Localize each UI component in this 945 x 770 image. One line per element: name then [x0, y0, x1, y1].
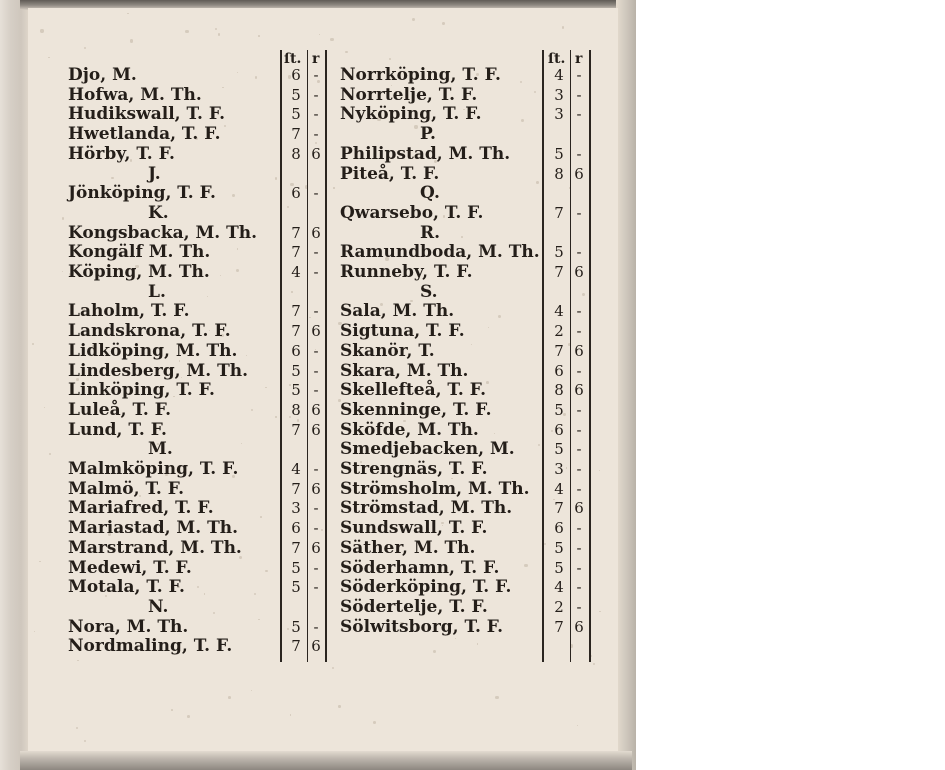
page-bottom-edge	[20, 751, 632, 770]
place-name: Sölwitsborg, T. F.	[340, 616, 504, 637]
distance-r: -	[313, 66, 319, 84]
distance-sk: 5	[291, 85, 301, 104]
distance-r: 6	[311, 400, 321, 419]
left-header-r: r	[312, 51, 320, 67]
distance-r: -	[576, 144, 582, 163]
distance-sk: 4	[291, 460, 301, 478]
distance-sk: 5	[554, 538, 564, 557]
section-letter: J.	[148, 163, 161, 184]
distance-sk: 6	[291, 341, 301, 360]
place-name: Lidköping, M. Th.	[68, 340, 238, 361]
distance-r: -	[576, 66, 582, 84]
distance-r: 6	[311, 420, 321, 439]
distance-r: -	[576, 85, 582, 104]
right-column-right-rule	[589, 50, 591, 662]
place-name: Runneby, T. F.	[340, 262, 473, 282]
distance-sk: 7	[554, 263, 564, 281]
place-name: Sala, M. Th.	[340, 301, 455, 322]
left-column-right-rule	[325, 50, 327, 662]
distance-r: -	[313, 184, 319, 203]
place-name: Strömsholm, M. Th.	[340, 478, 530, 499]
distance-r: -	[576, 519, 582, 538]
distance-r: -	[313, 361, 319, 380]
distance-r: -	[576, 538, 582, 557]
distance-r: -	[576, 302, 582, 321]
place-name: Landskrona, T. F.	[68, 321, 231, 342]
distance-r: -	[576, 243, 582, 262]
distance-sk: 5	[291, 558, 301, 577]
distance-sk: 7	[291, 420, 301, 439]
distance-r: 6	[574, 341, 584, 360]
distance-r: -	[576, 558, 582, 577]
place-name: Skanör, T.	[340, 340, 435, 361]
place-name: Djo, M.	[68, 65, 137, 85]
place-name: Sigtuna, T. F.	[340, 321, 465, 342]
section-letter: L.	[148, 281, 166, 302]
distance-r: 6	[574, 499, 584, 518]
place-name: Mariastad, M. Th.	[68, 518, 239, 539]
place-name: Strengnäs, T. F.	[340, 459, 488, 479]
place-name: Södertelje, T. F.	[340, 596, 488, 617]
distance-r: 6	[311, 479, 321, 498]
distance-sk: 5	[554, 558, 564, 577]
distance-r: -	[313, 125, 319, 144]
distance-sk: 7	[554, 341, 564, 360]
place-name: Linköping, T. F.	[68, 380, 215, 401]
distance-r: -	[313, 460, 319, 478]
place-name: Nyköping, T. F.	[340, 104, 482, 125]
distance-r: -	[576, 597, 582, 616]
distance-r: 6	[574, 164, 584, 183]
place-name: Sköfde, M. Th.	[340, 419, 479, 440]
distance-sk: 3	[554, 460, 564, 478]
distance-sk: 3	[291, 499, 301, 518]
place-name: Medewi, T. F.	[68, 557, 192, 578]
distance-sk: 7	[554, 499, 564, 518]
book-spine	[0, 0, 30, 770]
place-name: Söderhamn, T. F.	[340, 557, 500, 578]
distance-r: -	[576, 460, 582, 478]
distance-r: 6	[311, 322, 321, 341]
distance-r: -	[313, 341, 319, 360]
distance-sk: 7	[291, 243, 301, 262]
distance-sk: 5	[291, 381, 301, 400]
place-name: Luleå, T. F.	[68, 399, 172, 420]
place-name: Skara, M. Th.	[340, 360, 469, 381]
distance-sk: 4	[554, 479, 564, 498]
section-letter: R.	[420, 222, 441, 243]
place-name: Jönköping, T. F.	[68, 183, 216, 204]
section-letter: M.	[148, 439, 173, 460]
distance-sk: 7	[291, 479, 301, 498]
distance-sk: 8	[554, 381, 564, 400]
distance-r: -	[313, 302, 319, 321]
page-right-edge	[616, 0, 636, 770]
distance-sk: 4	[554, 66, 564, 84]
distance-r: -	[313, 499, 319, 518]
place-name: Hörby, T. F.	[68, 143, 175, 164]
distance-sk: 2	[554, 322, 564, 341]
place-name: Norrtelje, T. F.	[340, 84, 478, 105]
place-name: Strömstad, M. Th.	[340, 498, 513, 519]
distance-r: -	[576, 322, 582, 341]
distance-r: 6	[311, 637, 321, 656]
distance-r: -	[576, 105, 582, 124]
place-name: Nora, M. Th.	[68, 616, 189, 637]
distance-sk: 4	[291, 263, 301, 281]
place-name: Laholm, T. F.	[68, 301, 190, 322]
distance-r: -	[576, 440, 582, 459]
distance-r: 6	[574, 263, 584, 281]
place-name: Söderköping, T. F.	[340, 577, 512, 598]
distance-r: 6	[311, 538, 321, 557]
distance-r: -	[313, 617, 319, 636]
distance-r: -	[576, 361, 582, 380]
distance-sk: 4	[554, 302, 564, 321]
section-letter: S.	[420, 281, 438, 302]
place-name: Qwarsebo, T. F.	[340, 202, 484, 223]
place-name: Piteå, T. F.	[340, 163, 440, 184]
place-name: Säther, M. Th.	[340, 537, 476, 558]
distance-sk: 6	[554, 420, 564, 439]
distance-r: -	[313, 558, 319, 577]
distance-sk: 7	[291, 302, 301, 321]
place-name: Sundswall, T. F.	[340, 518, 488, 539]
right-header-r: r	[575, 51, 583, 67]
place-name: Smedjebacken, M.	[340, 439, 515, 460]
distance-sk: 7	[291, 538, 301, 557]
distance-sk: 5	[554, 400, 564, 419]
place-name: Philipstad, M. Th.	[340, 143, 511, 164]
distance-sk: 7	[554, 617, 564, 636]
distance-sk: 7	[291, 125, 301, 144]
place-name: Hudikswall, T. F.	[68, 104, 226, 125]
place-name: Lund, T. F.	[68, 419, 167, 440]
distance-r: -	[313, 519, 319, 538]
distance-r: -	[576, 400, 582, 419]
place-name: Skenninge, T. F.	[340, 399, 492, 420]
distance-r: -	[576, 479, 582, 498]
distance-r: 6	[311, 223, 321, 242]
distance-sk: 5	[291, 361, 301, 380]
distance-sk: 2	[554, 597, 564, 616]
distance-r: -	[313, 105, 319, 124]
distance-sk: 5	[291, 105, 301, 124]
distance-r: 6	[574, 617, 584, 636]
distance-sk: 6	[291, 66, 301, 84]
place-name: Hwetlanda, T. F.	[68, 124, 221, 145]
distance-r: -	[313, 243, 319, 262]
place-name: Malmköping, T. F.	[68, 459, 239, 479]
place-name: Köping, M. Th.	[68, 262, 210, 282]
distance-sk: 6	[554, 519, 564, 538]
place-name: Kongälf M. Th.	[68, 242, 211, 263]
distance-sk: 5	[554, 243, 564, 262]
distance-sk: 7	[291, 322, 301, 341]
distance-sk: 3	[554, 105, 564, 124]
place-name: Nordmaling, T. F.	[68, 636, 233, 657]
left-column-rule	[280, 50, 282, 662]
section-letter: Q.	[420, 183, 440, 204]
distance-sk: 6	[291, 519, 301, 538]
place-name: Norrköping, T. F.	[340, 65, 501, 85]
distance-sk: 4	[554, 578, 564, 597]
place-name: Marstrand, M. Th.	[68, 537, 242, 558]
place-name: Hofwa, M. Th.	[68, 84, 202, 105]
section-letter: K.	[148, 202, 169, 223]
distance-sk: 5	[554, 144, 564, 163]
distance-r: 6	[311, 144, 321, 163]
place-name: Ramundboda, M. Th.	[340, 242, 540, 263]
distance-sk: 6	[291, 184, 301, 203]
distance-sk: 8	[554, 164, 564, 183]
distance-sk: 7	[554, 203, 564, 222]
distance-sk: 5	[554, 440, 564, 459]
distance-sk: 7	[291, 637, 301, 656]
right-header-sk: ſt.	[548, 51, 566, 67]
distance-r: -	[313, 381, 319, 400]
distance-r: -	[313, 263, 319, 281]
distance-r: 6	[574, 381, 584, 400]
distance-r: -	[576, 203, 582, 222]
left-header-sk: ſt.	[284, 51, 302, 67]
section-letter: N.	[148, 596, 169, 617]
place-name: Motala, T. F.	[68, 577, 185, 598]
distance-sk: 3	[554, 85, 564, 104]
place-name: Skellefteå, T. F.	[340, 380, 487, 401]
distance-sk: 5	[291, 578, 301, 597]
place-name: Mariafred, T. F.	[68, 498, 214, 519]
right-column-rule	[542, 50, 544, 662]
place-name: Malmö, T. F.	[68, 478, 185, 499]
distance-sk: 6	[554, 361, 564, 380]
distance-sk: 7	[291, 223, 301, 242]
distance-r: -	[313, 578, 319, 597]
place-name: Lindesberg, M. Th.	[68, 360, 249, 381]
section-letter: P.	[420, 124, 436, 145]
place-name: Kongsbacka, M. Th.	[68, 222, 258, 243]
distance-sk: 8	[291, 400, 301, 419]
distance-r: -	[576, 420, 582, 439]
distance-r: -	[576, 578, 582, 597]
distance-sk: 8	[291, 144, 301, 163]
distance-sk: 5	[291, 617, 301, 636]
distance-r: -	[313, 85, 319, 104]
